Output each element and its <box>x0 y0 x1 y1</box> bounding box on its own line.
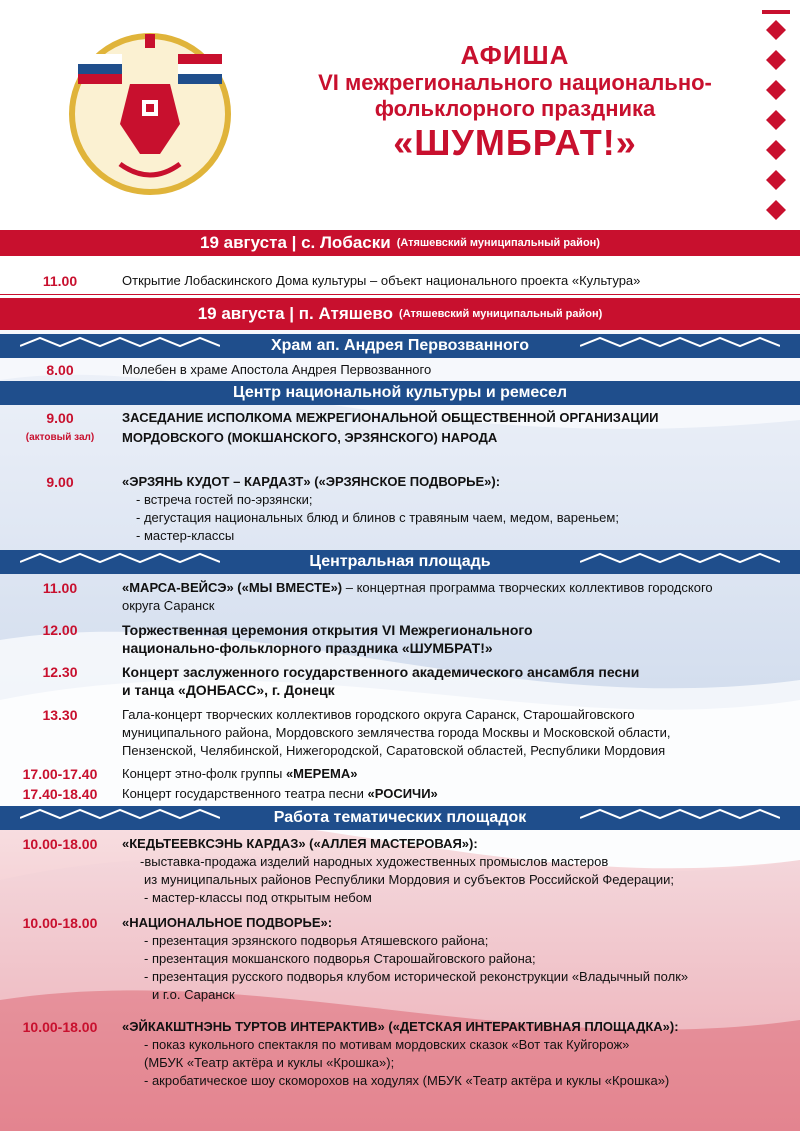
section-title: Центральная площадь <box>309 553 491 570</box>
event-title: «МЕРЕМА» <box>285 766 358 781</box>
section-district: (Атяшевский муниципальный район) <box>396 237 600 249</box>
event-time: 10.00-18.00 <box>22 836 98 852</box>
event-item: - акробатическое шоу скоморохов на ходулях (МБУК «Театр актёра и куклы «Крошка») <box>144 1073 670 1088</box>
ornament-left <box>20 336 220 356</box>
event-time: 12.00 <box>42 622 78 638</box>
event-item: (МБУК «Театр актёра и куклы «Крошка»); <box>144 1055 395 1070</box>
event-item: - мастер-классы под открытым небом <box>144 890 372 905</box>
ornament-left <box>20 808 220 828</box>
event-item: - встреча гостей по-эрзянски; <box>136 492 313 507</box>
section-district: (Атяшевский муниципальный район) <box>399 308 603 320</box>
event-row <box>0 579 800 617</box>
event-row <box>0 473 800 547</box>
event-item: - показ кукольного спектакля по мотивам мордовских сказок «Вот так Куйгорож» <box>144 1037 630 1052</box>
section-platforms <box>0 806 800 830</box>
ornament-right <box>580 552 780 572</box>
event-time: 17.00-17.40 <box>22 766 98 782</box>
event-text-line2: муниципального района, Мордовского землячества города Москвы и Московской области, <box>122 725 671 740</box>
event-row <box>0 409 800 449</box>
event-row <box>0 621 800 661</box>
event-time: 11.00 <box>42 273 78 289</box>
event-time: 10.00-18.00 <box>22 915 98 931</box>
event-row <box>0 765 800 783</box>
poster-title: АФИША <box>460 40 570 70</box>
event-row <box>0 835 800 911</box>
event-time: 10.00-18.00 <box>22 1019 98 1035</box>
event-title: «ЭЙКАКШТНЭНЬ ТУРТОВ ИНТЕРАКТИВ» («ДЕТСКАЯ ИНТЕРАКТИВНАЯ ПЛОЩАДКА»): <box>122 1019 679 1034</box>
section-title: Работа тематических площадок <box>273 809 527 826</box>
festival-name: «ШУМБРАТ!» <box>393 122 637 163</box>
event-time: 9.00 <box>46 410 74 426</box>
event-item: -выставка-продажа изделий народных художественных промыслов мастеров <box>140 854 609 869</box>
event-item: из муниципальных районов Республики Мордовия и субъектов Российской Федерации; <box>144 872 675 887</box>
event-item: - презентация мокшанского подворья Старошайговского района; <box>144 951 536 966</box>
ornament-left <box>20 552 220 572</box>
event-text: Концерт государственного театра песни <box>122 786 368 801</box>
section-square <box>0 550 800 574</box>
event-text: Концерт этно-фолк группы <box>122 766 286 781</box>
section-lobaski <box>0 230 800 256</box>
section-title: Храм ап. Андрея Первозванного <box>270 337 530 354</box>
event-title: «НАЦИОНАЛЬНОЕ ПОДВОРЬЕ»: <box>122 915 333 930</box>
event-row <box>0 663 800 703</box>
poster-subtitle-line2: фольклорного праздника <box>374 96 656 121</box>
event-item: - дегустация национальных блюд и блинов с травяным чаем, медом, вареньем; <box>136 510 619 525</box>
event-title-line2: и танца «ДОНБАСС», г. Донецк <box>122 682 335 698</box>
event-time: 13.30 <box>42 707 78 723</box>
section-center <box>0 381 800 405</box>
event-item: и г.о. Саранск <box>152 987 235 1002</box>
poster-subtitle-line1: VI межрегионального национально- <box>318 70 712 95</box>
event-row <box>0 272 800 292</box>
event-row <box>0 706 800 762</box>
event-title: «ЭРЗЯНЬ КУДОТ – КАРДАЗТ» («ЭРЗЯНСКОЕ ПОДВОРЬЕ»): <box>122 474 501 489</box>
section-title: Центр национальной культуры и ремесел <box>232 384 568 401</box>
event-item: - презентация русского подворья клубом исторической реконструкции «Владычный полк» <box>144 969 689 984</box>
event-title-line2: МОРДОВСКОГО (МОКШАНСКОГО, ЭРЗЯНСКОГО) НАРОДА <box>122 430 498 445</box>
event-time-note: (актовый зал) <box>25 432 95 443</box>
event-time: 17.40-18.40 <box>22 786 98 802</box>
event-text: Открытие Лобаскинского Дома культуры – объект национального проекта «Культура» <box>122 273 641 288</box>
divider <box>0 294 800 295</box>
poster-header <box>0 0 800 228</box>
event-title-line2: национально-фольклорного праздника «ШУМБРАТ!» <box>122 640 493 656</box>
event-item: - мастер-классы <box>136 528 235 543</box>
event-time: 9.00 <box>46 474 74 490</box>
event-text-line2: округа Саранск <box>122 598 215 613</box>
event-title-line1: ЗАСЕДАНИЕ ИСПОЛКОМА МЕЖРЕГИОНАЛЬНОЙ ОБЩЕСТВЕННОЙ ОРГАНИЗАЦИИ <box>122 410 659 425</box>
organization-logo <box>60 14 240 214</box>
event-title-line1: Концерт заслуженного государственного академического ансамбля песни <box>122 664 640 680</box>
event-item: - презентация эрзянского подворья Атяшевского района; <box>144 933 489 948</box>
event-time: 12.30 <box>42 664 78 680</box>
section-atyashevo <box>0 298 800 330</box>
event-row <box>0 914 800 1010</box>
event-title: «РОСИЧИ» <box>367 786 438 801</box>
event-text: – концертная программа творческих коллективов городского <box>342 580 713 595</box>
event-time: 8.00 <box>46 362 74 378</box>
section-date: 19 августа | с. Лобаски <box>200 233 391 252</box>
ornament-stripe <box>758 6 794 226</box>
event-text-line1: Гала-концерт творческих коллективов городского округа Саранск, Старошайговского <box>122 707 635 722</box>
ornament-right <box>580 808 780 828</box>
event-title: «МАРСА-ВЕЙСЭ» («МЫ ВМЕСТЕ») <box>122 580 343 595</box>
section-temple <box>0 334 800 358</box>
event-time: 11.00 <box>42 580 78 596</box>
event-row <box>0 785 800 803</box>
event-title: «КЕДЬТЕЕВКСЭНЬ КАРДАЗ» («АЛЛЕЯ МАСТЕРОВАЯ»): <box>122 836 478 851</box>
ornament-right <box>580 336 780 356</box>
event-row <box>0 1018 800 1098</box>
section-date: 19 августа | п. Атяшево <box>197 304 394 323</box>
event-text: Молебен в храме Апостола Андрея Первозванного <box>122 362 432 377</box>
event-title-line1: Торжественная церемония открытия VI Межрегионального <box>122 622 533 638</box>
event-row <box>0 361 800 379</box>
event-text-line3: Пензенской, Челябинской, Нижегородской, Саратовской областей, Республики Мордовия <box>122 743 666 758</box>
